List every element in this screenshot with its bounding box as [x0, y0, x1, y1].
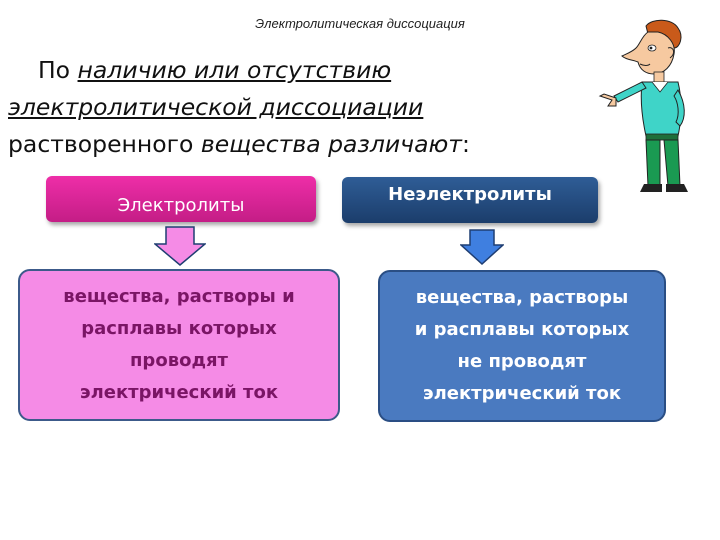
- down-arrow-icon: [460, 229, 504, 265]
- lead-text: [8, 52, 598, 163]
- nonelectrolytes-definition: [378, 270, 666, 422]
- lead-emphasis: наличию или отсутствию: [77, 56, 392, 84]
- electrolytes-definition: [18, 269, 340, 421]
- definition-line: электрический ток: [422, 383, 622, 404]
- nonelectrolytes-label: Неэлектролиты: [342, 177, 598, 223]
- electrolytes-label: Электролиты: [46, 176, 316, 222]
- definition-line: не проводят: [457, 351, 587, 372]
- lead-italic: вещества различают: [200, 130, 462, 158]
- definition-line: и расплавы которых: [414, 319, 630, 340]
- definition-line: проводят: [130, 350, 228, 371]
- down-arrow-icon: [154, 226, 206, 266]
- lead-part: По: [38, 56, 78, 84]
- definition-line: вещества, растворы и: [63, 286, 295, 307]
- lead-emphasis: электролитической диссоциации: [8, 93, 424, 121]
- definition-line: электрический ток: [79, 382, 279, 403]
- definition-line: расплавы которых: [81, 318, 277, 339]
- lead-part: растворенного: [8, 130, 201, 158]
- slide-header: Электролитическая диссоциация: [255, 16, 465, 31]
- lead-colon: :: [461, 130, 470, 158]
- definition-line: вещества, растворы: [415, 287, 629, 308]
- pointing-man-icon: [594, 18, 690, 198]
